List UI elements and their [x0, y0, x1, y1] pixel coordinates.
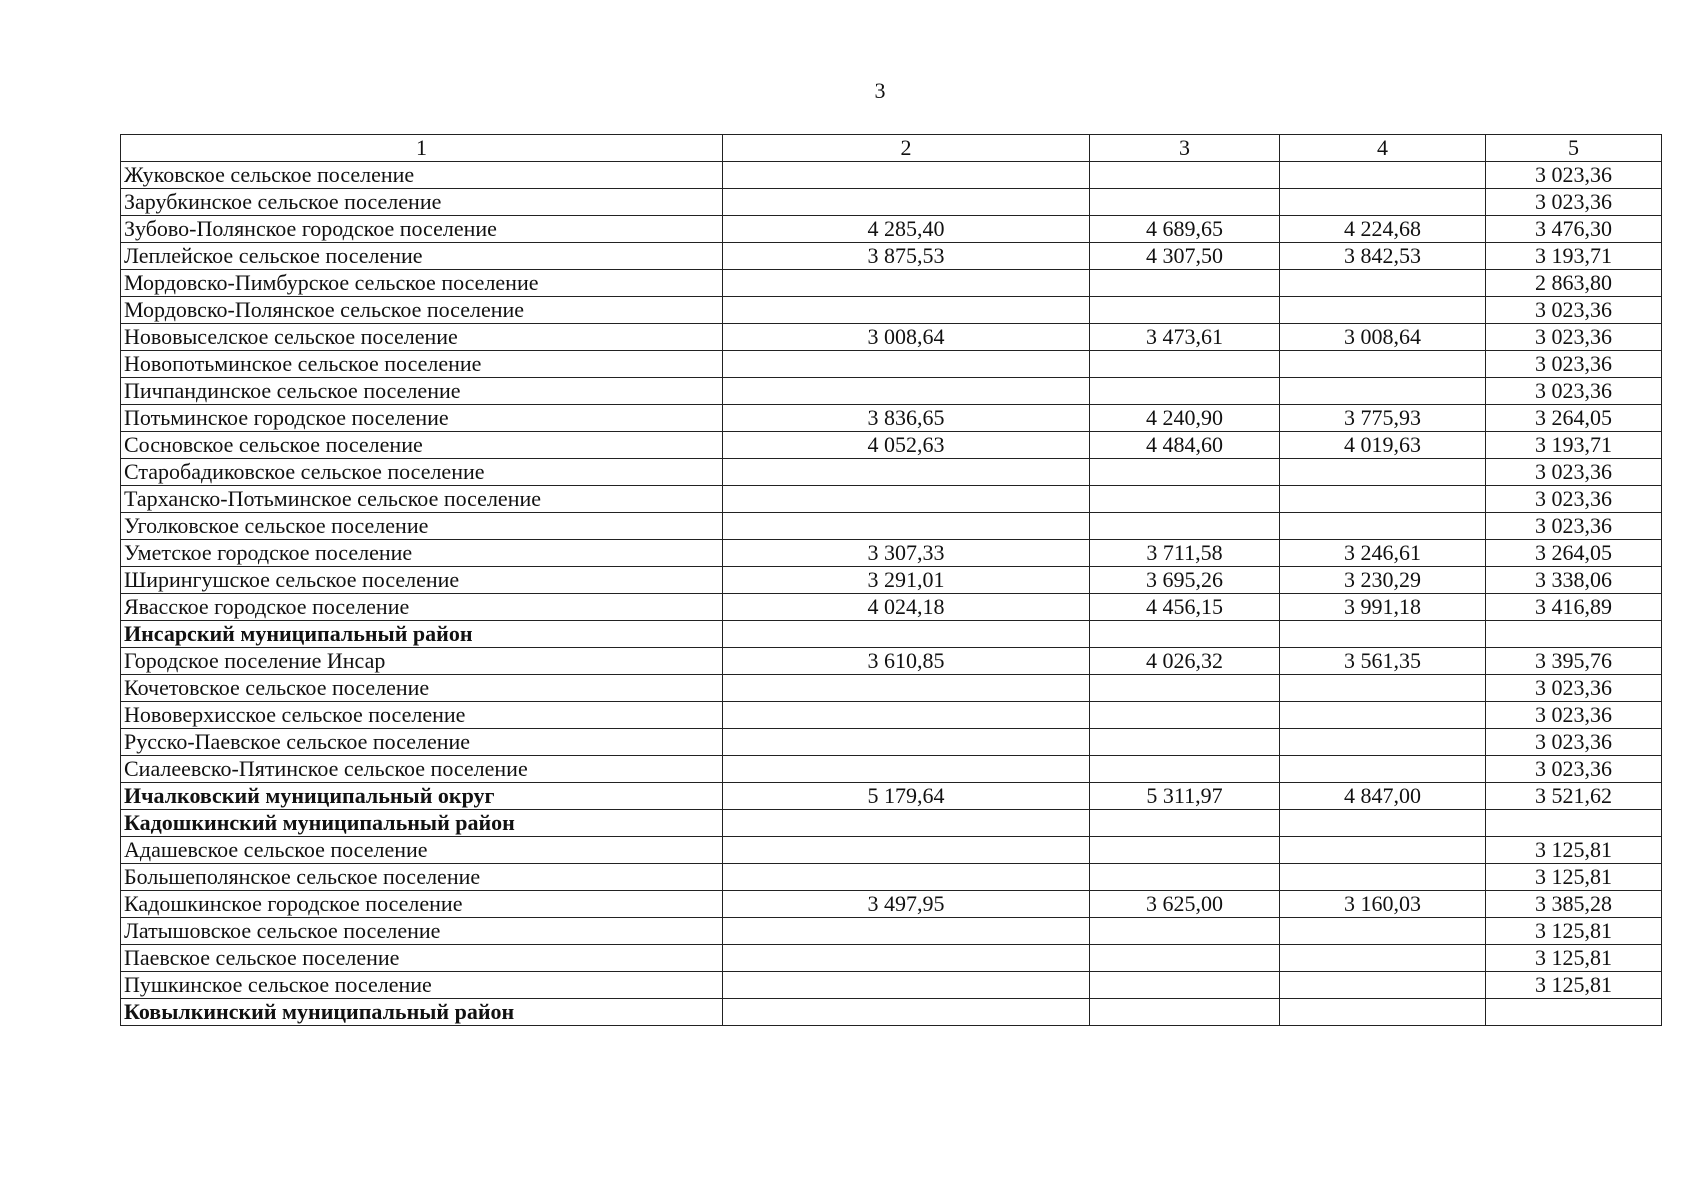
value-cell-col-4 — [1280, 945, 1486, 972]
settlement-name-cell: Мордовско-Пимбурское сельское поселение — [121, 270, 723, 297]
settlement-name-cell: Сосновское сельское поселение — [121, 432, 723, 459]
value-cell-col-2: 3 497,95 — [723, 891, 1090, 918]
value-cell-col-4 — [1280, 972, 1486, 999]
table-row — [121, 513, 1662, 540]
settlement-name-cell: Кадошкинское городское поселение — [121, 891, 723, 918]
value-cell-col-3 — [1090, 999, 1280, 1026]
value-cell-col-5 — [1486, 810, 1662, 837]
value-cell-col-2 — [723, 297, 1090, 324]
value-cell-col-2 — [723, 837, 1090, 864]
value-cell-col-5: 3 125,81 — [1486, 864, 1662, 891]
value-cell-col-3 — [1090, 729, 1280, 756]
value-cell-col-5: 3 023,36 — [1486, 378, 1662, 405]
value-cell-col-4: 3 842,53 — [1280, 243, 1486, 270]
value-cell-col-4 — [1280, 189, 1486, 216]
value-cell-col-2 — [723, 378, 1090, 405]
value-cell-col-2 — [723, 864, 1090, 891]
value-cell-col-2 — [723, 945, 1090, 972]
value-cell-col-4: 4 847,00 — [1280, 783, 1486, 810]
value-cell-col-2 — [723, 270, 1090, 297]
value-cell-col-3 — [1090, 162, 1280, 189]
value-cell-col-2: 3 836,65 — [723, 405, 1090, 432]
value-cell-col-5: 3 193,71 — [1486, 432, 1662, 459]
value-cell-col-4 — [1280, 297, 1486, 324]
value-cell-col-3 — [1090, 756, 1280, 783]
value-cell-col-4 — [1280, 513, 1486, 540]
value-cell-col-2 — [723, 729, 1090, 756]
settlement-name-cell: Сиалеевско-Пятинское сельское поселение — [121, 756, 723, 783]
value-cell-col-2 — [723, 972, 1090, 999]
value-cell-col-3: 5 311,97 — [1090, 783, 1280, 810]
value-cell-col-3: 4 484,60 — [1090, 432, 1280, 459]
value-cell-col-2: 4 024,18 — [723, 594, 1090, 621]
value-cell-col-4 — [1280, 918, 1486, 945]
settlement-name-cell: Пушкинское сельское поселение — [121, 972, 723, 999]
table-row — [121, 378, 1662, 405]
column-header-3: 3 — [1090, 135, 1280, 162]
value-cell-col-4 — [1280, 162, 1486, 189]
value-cell-col-3 — [1090, 918, 1280, 945]
value-cell-col-5 — [1486, 621, 1662, 648]
table-row — [121, 675, 1662, 702]
value-cell-col-4: 4 019,63 — [1280, 432, 1486, 459]
value-cell-col-2 — [723, 513, 1090, 540]
value-cell-col-5: 3 023,36 — [1486, 324, 1662, 351]
value-cell-col-2 — [723, 162, 1090, 189]
value-cell-col-3 — [1090, 621, 1280, 648]
table-row — [121, 621, 1662, 648]
district-name-cell: Ичалковский муниципальный округ — [121, 783, 723, 810]
settlement-name-cell: Новопотьминское сельское поселение — [121, 351, 723, 378]
value-cell-col-5: 3 125,81 — [1486, 918, 1662, 945]
value-cell-col-2 — [723, 918, 1090, 945]
value-cell-col-3: 3 711,58 — [1090, 540, 1280, 567]
value-cell-col-4: 3 160,03 — [1280, 891, 1486, 918]
settlement-name-cell: Мордовско-Полянское сельское поселение — [121, 297, 723, 324]
settlement-name-cell: Жуковское сельское поселение — [121, 162, 723, 189]
value-cell-col-3 — [1090, 864, 1280, 891]
value-cell-col-4 — [1280, 270, 1486, 297]
value-cell-col-5: 3 023,36 — [1486, 675, 1662, 702]
settlement-name-cell: Явасское городское поселение — [121, 594, 723, 621]
tariff-table — [120, 134, 1662, 1026]
value-cell-col-5: 3 023,36 — [1486, 189, 1662, 216]
value-cell-col-4 — [1280, 810, 1486, 837]
table-row — [121, 729, 1662, 756]
value-cell-col-4 — [1280, 621, 1486, 648]
value-cell-col-4: 3 991,18 — [1280, 594, 1486, 621]
table-row — [121, 702, 1662, 729]
value-cell-col-5: 3 395,76 — [1486, 648, 1662, 675]
value-cell-col-5: 3 476,30 — [1486, 216, 1662, 243]
value-cell-col-5: 3 264,05 — [1486, 405, 1662, 432]
table-row — [121, 918, 1662, 945]
value-cell-col-3 — [1090, 945, 1280, 972]
value-cell-col-3: 3 625,00 — [1090, 891, 1280, 918]
value-cell-col-4: 3 008,64 — [1280, 324, 1486, 351]
table-row — [121, 540, 1662, 567]
value-cell-col-3: 3 473,61 — [1090, 324, 1280, 351]
value-cell-col-3 — [1090, 972, 1280, 999]
district-name-cell: Ковылкинский муниципальный район — [121, 999, 723, 1026]
value-cell-col-2: 3 307,33 — [723, 540, 1090, 567]
value-cell-col-4: 4 224,68 — [1280, 216, 1486, 243]
value-cell-col-5: 3 521,62 — [1486, 783, 1662, 810]
value-cell-col-5: 3 023,36 — [1486, 486, 1662, 513]
value-cell-col-5: 3 193,71 — [1486, 243, 1662, 270]
district-name-cell: Инсарский муниципальный район — [121, 621, 723, 648]
value-cell-col-3 — [1090, 189, 1280, 216]
value-cell-col-3 — [1090, 378, 1280, 405]
value-cell-col-3 — [1090, 459, 1280, 486]
value-cell-col-4 — [1280, 864, 1486, 891]
value-cell-col-2: 4 052,63 — [723, 432, 1090, 459]
value-cell-col-3: 4 689,65 — [1090, 216, 1280, 243]
value-cell-col-2: 3 875,53 — [723, 243, 1090, 270]
value-cell-col-3 — [1090, 513, 1280, 540]
table-row — [121, 405, 1662, 432]
value-cell-col-2 — [723, 756, 1090, 783]
value-cell-col-4 — [1280, 459, 1486, 486]
value-cell-col-5: 3 264,05 — [1486, 540, 1662, 567]
value-cell-col-4 — [1280, 702, 1486, 729]
value-cell-col-3 — [1090, 810, 1280, 837]
value-cell-col-2: 3 291,01 — [723, 567, 1090, 594]
settlement-name-cell: Тарханско-Потьминское сельское поселение — [121, 486, 723, 513]
table-row — [121, 162, 1662, 189]
value-cell-col-5: 3 338,06 — [1486, 567, 1662, 594]
value-cell-col-3 — [1090, 297, 1280, 324]
settlement-name-cell: Нововыселское сельское поселение — [121, 324, 723, 351]
settlement-name-cell: Латышовское сельское поселение — [121, 918, 723, 945]
value-cell-col-2 — [723, 486, 1090, 513]
value-cell-col-3: 4 307,50 — [1090, 243, 1280, 270]
value-cell-col-5: 3 023,36 — [1486, 729, 1662, 756]
settlement-name-cell: Потьминское городское поселение — [121, 405, 723, 432]
value-cell-col-2: 3 610,85 — [723, 648, 1090, 675]
value-cell-col-5 — [1486, 999, 1662, 1026]
value-cell-col-4: 3 775,93 — [1280, 405, 1486, 432]
value-cell-col-5: 3 125,81 — [1486, 837, 1662, 864]
value-cell-col-2 — [723, 189, 1090, 216]
table-row — [121, 243, 1662, 270]
table-row — [121, 837, 1662, 864]
value-cell-col-2 — [723, 702, 1090, 729]
table-row — [121, 648, 1662, 675]
value-cell-col-4 — [1280, 486, 1486, 513]
column-header-4: 4 — [1280, 135, 1486, 162]
value-cell-col-4 — [1280, 999, 1486, 1026]
settlement-name-cell: Ширингушское сельское поселение — [121, 567, 723, 594]
value-cell-col-2 — [723, 459, 1090, 486]
value-cell-col-5: 3 023,36 — [1486, 702, 1662, 729]
value-cell-col-5: 3 023,36 — [1486, 459, 1662, 486]
value-cell-col-5: 3 023,36 — [1486, 162, 1662, 189]
settlement-name-cell: Уметское городское поселение — [121, 540, 723, 567]
settlement-name-cell: Уголковское сельское поселение — [121, 513, 723, 540]
table-row — [121, 972, 1662, 999]
value-cell-col-2 — [723, 621, 1090, 648]
settlement-name-cell: Адашевское сельское поселение — [121, 837, 723, 864]
value-cell-col-5: 3 125,81 — [1486, 972, 1662, 999]
value-cell-col-2: 5 179,64 — [723, 783, 1090, 810]
table-row — [121, 270, 1662, 297]
value-cell-col-3: 4 240,90 — [1090, 405, 1280, 432]
table-row — [121, 945, 1662, 972]
table-row — [121, 189, 1662, 216]
table-row — [121, 891, 1662, 918]
table-row — [121, 999, 1662, 1026]
value-cell-col-3 — [1090, 270, 1280, 297]
value-cell-col-5: 2 863,80 — [1486, 270, 1662, 297]
settlement-name-cell: Кочетовское сельское поселение — [121, 675, 723, 702]
value-cell-col-3 — [1090, 486, 1280, 513]
table-row — [121, 864, 1662, 891]
value-cell-col-4 — [1280, 378, 1486, 405]
settlement-name-cell: Леплейское сельское поселение — [121, 243, 723, 270]
table-row — [121, 459, 1662, 486]
table-row — [121, 486, 1662, 513]
settlement-name-cell: Нововерхисское сельское поселение — [121, 702, 723, 729]
value-cell-col-5: 3 125,81 — [1486, 945, 1662, 972]
settlement-name-cell: Зубово-Полянское городское поселение — [121, 216, 723, 243]
table-row — [121, 216, 1662, 243]
value-cell-col-2: 4 285,40 — [723, 216, 1090, 243]
value-cell-col-3 — [1090, 837, 1280, 864]
table-row — [121, 297, 1662, 324]
value-cell-col-4: 3 246,61 — [1280, 540, 1486, 567]
column-header-1: 1 — [121, 135, 723, 162]
value-cell-col-4 — [1280, 756, 1486, 783]
settlement-name-cell: Русско-Паевское сельское поселение — [121, 729, 723, 756]
value-cell-col-3: 4 456,15 — [1090, 594, 1280, 621]
value-cell-col-3 — [1090, 351, 1280, 378]
value-cell-col-2 — [723, 351, 1090, 378]
column-header-5: 5 — [1486, 135, 1662, 162]
value-cell-col-4: 3 230,29 — [1280, 567, 1486, 594]
settlement-name-cell: Старобадиковское сельское поселение — [121, 459, 723, 486]
value-cell-col-3: 3 695,26 — [1090, 567, 1280, 594]
settlement-name-cell: Пичпандинское сельское поселение — [121, 378, 723, 405]
value-cell-col-3 — [1090, 702, 1280, 729]
table-row — [121, 432, 1662, 459]
value-cell-col-5: 3 023,36 — [1486, 513, 1662, 540]
page-number: 3 — [874, 78, 886, 103]
value-cell-col-5: 3 023,36 — [1486, 297, 1662, 324]
value-cell-col-4 — [1280, 837, 1486, 864]
value-cell-col-5: 3 023,36 — [1486, 351, 1662, 378]
value-cell-col-2 — [723, 810, 1090, 837]
table-row — [121, 567, 1662, 594]
settlement-name-cell: Городское поселение Инсар — [121, 648, 723, 675]
table-row — [121, 324, 1662, 351]
value-cell-col-5: 3 023,36 — [1486, 756, 1662, 783]
table-row — [121, 810, 1662, 837]
table-header-row — [121, 135, 1662, 162]
value-cell-col-2: 3 008,64 — [723, 324, 1090, 351]
value-cell-col-2 — [723, 675, 1090, 702]
table-row — [121, 756, 1662, 783]
value-cell-col-5: 3 385,28 — [1486, 891, 1662, 918]
table-body — [121, 135, 1662, 1026]
value-cell-col-4 — [1280, 729, 1486, 756]
value-cell-col-3: 4 026,32 — [1090, 648, 1280, 675]
value-cell-col-2 — [723, 999, 1090, 1026]
value-cell-col-3 — [1090, 675, 1280, 702]
value-cell-col-4 — [1280, 351, 1486, 378]
value-cell-col-4 — [1280, 675, 1486, 702]
district-name-cell: Кадошкинский муниципальный район — [121, 810, 723, 837]
settlement-name-cell: Зарубкинское сельское поселение — [121, 189, 723, 216]
table-row — [121, 783, 1662, 810]
value-cell-col-4: 3 561,35 — [1280, 648, 1486, 675]
value-cell-col-5: 3 416,89 — [1486, 594, 1662, 621]
column-header-2: 2 — [723, 135, 1090, 162]
table-row — [121, 351, 1662, 378]
settlement-name-cell: Большеполянское сельское поселение — [121, 864, 723, 891]
settlement-name-cell: Паевское сельское поселение — [121, 945, 723, 972]
table-row — [121, 594, 1662, 621]
